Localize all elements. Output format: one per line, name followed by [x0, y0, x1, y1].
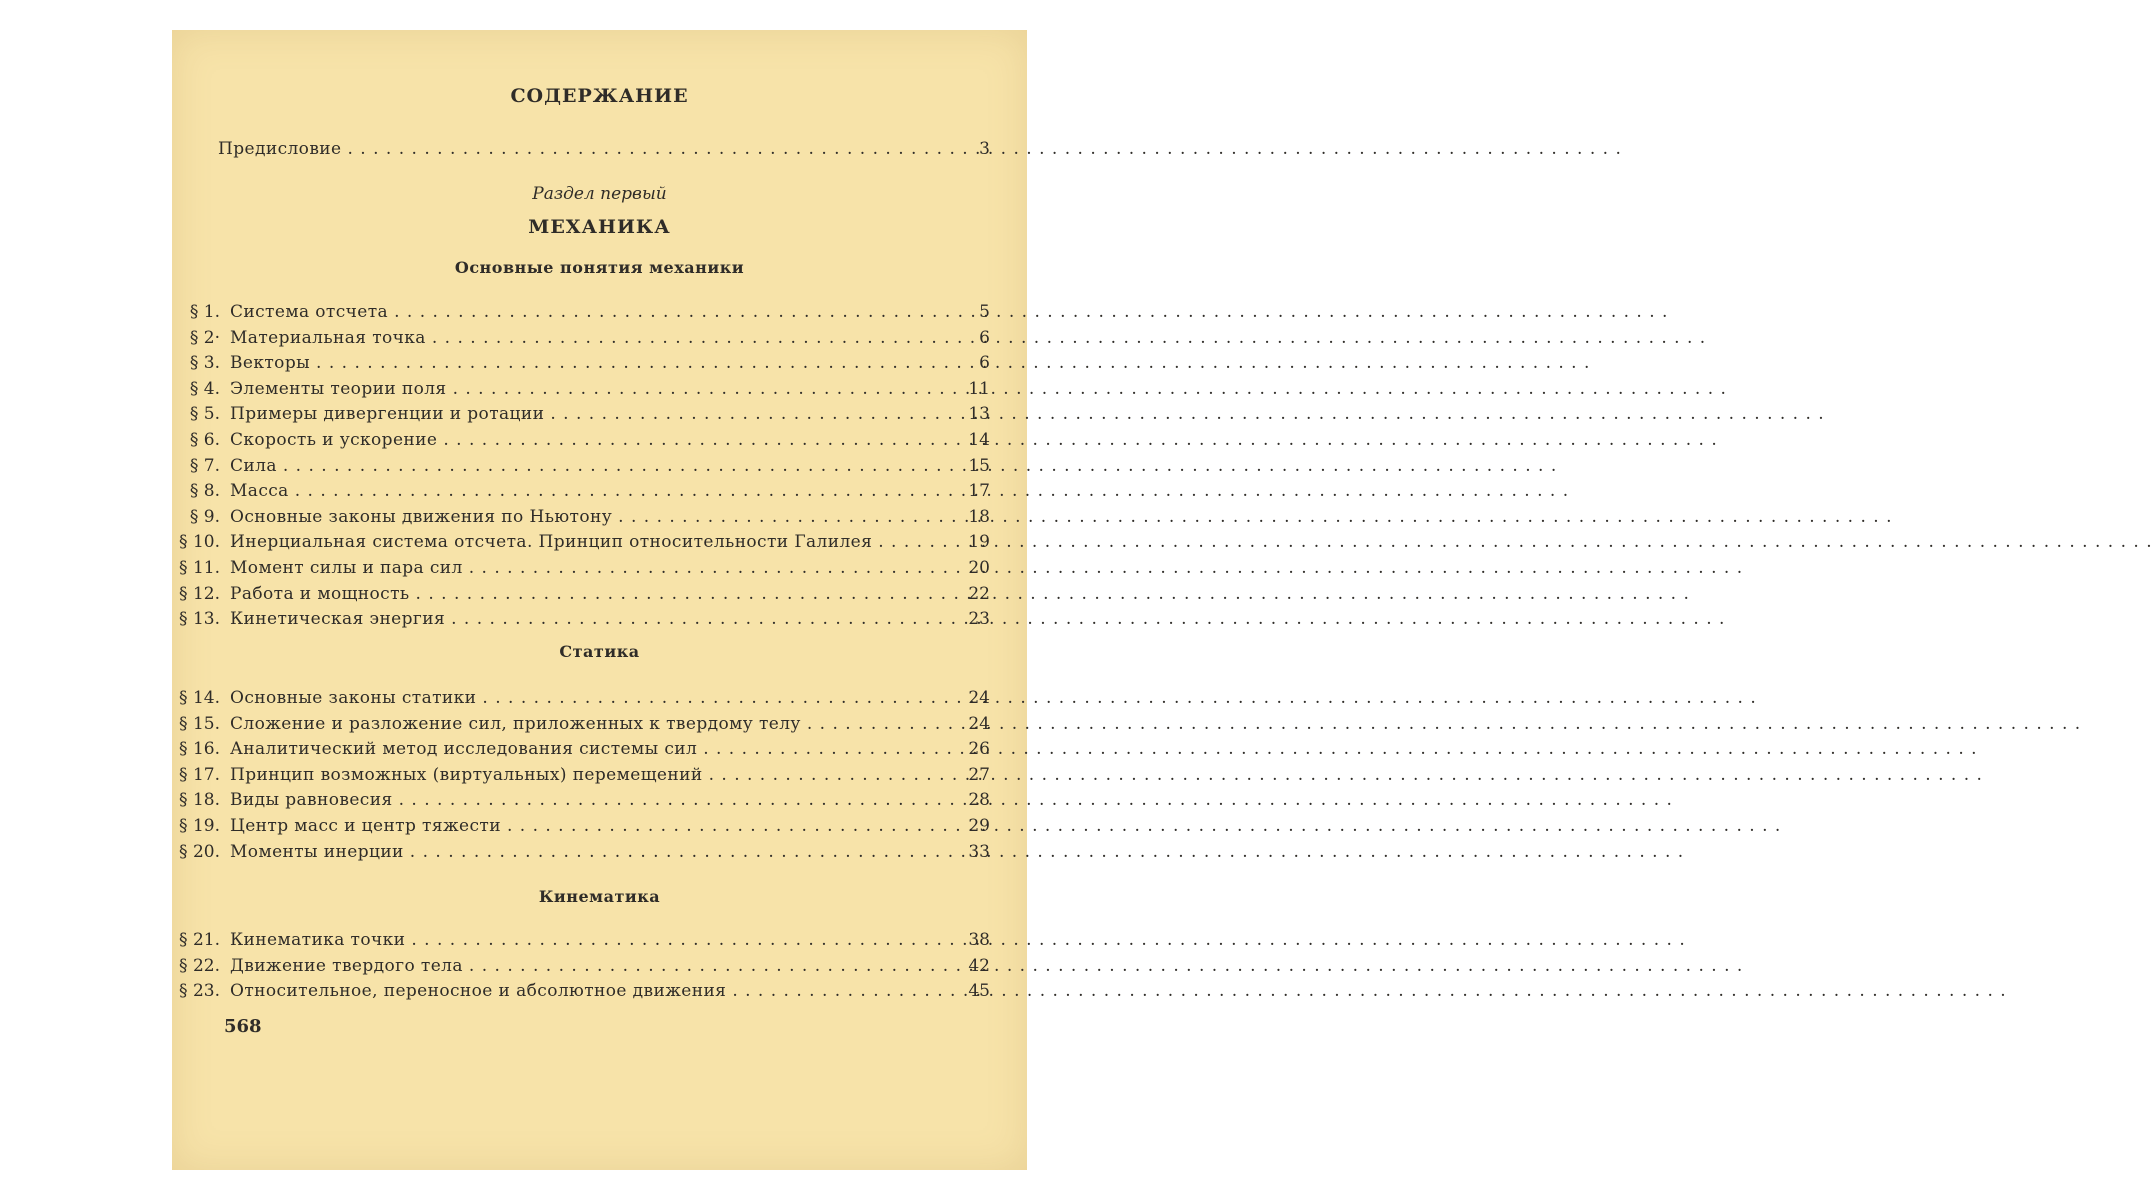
- toc-entry-label: Предисловие: [218, 139, 342, 159]
- toc-entry-page: 33: [968, 841, 990, 862]
- dot-leader: [443, 428, 944, 452]
- toc-entry-number: § 14.: [179, 688, 220, 708]
- toc-entry-number: § 3.: [189, 353, 220, 374]
- part-title: МЕХАНИКА: [528, 216, 671, 238]
- toc-entry-page: 17: [968, 481, 990, 502]
- toc-entry: [172, 428, 990, 452]
- toc-entry-page: 6: [979, 327, 990, 348]
- toc-entry-label: Векторы: [230, 353, 311, 374]
- page-number: 568: [224, 1016, 262, 1037]
- toc-entry-label: Аналитический метод исследования системы сил: [230, 739, 698, 760]
- toc-entry-label: Движение твердого тела: [230, 955, 463, 976]
- toc-entry-label: Момент силы и пара сил: [230, 558, 463, 578]
- part-label: Раздел первый: [532, 184, 667, 204]
- toc-entry: [172, 712, 990, 736]
- book-page: [172, 30, 1027, 1170]
- dot-leader: [709, 763, 944, 787]
- toc-entry-page: 38: [968, 930, 990, 950]
- dot-leader: [807, 712, 944, 736]
- toc-entry-page: 24: [968, 688, 990, 708]
- toc-entry: [172, 454, 990, 478]
- dot-leader: [482, 686, 944, 710]
- toc-entry-label: Примеры дивергенции и ротации: [230, 404, 545, 425]
- toc-entry-page: 29: [968, 816, 990, 836]
- toc-entry-page: 27: [968, 764, 990, 785]
- section-heading: Кинематика: [538, 887, 661, 906]
- toc-entry-page: 45: [968, 981, 990, 1002]
- dot-leader: [469, 954, 944, 978]
- toc-entry-label: Элементы теории поля: [230, 378, 447, 399]
- toc-entry-page: 20: [968, 558, 990, 578]
- toc-entry-number: § 2·: [189, 327, 220, 348]
- toc-entry-page: 42: [968, 955, 990, 976]
- toc-entry-number: § 9.: [189, 506, 220, 527]
- contents-title: СОДЕРЖАНИЕ: [510, 85, 689, 107]
- toc-entry: [172, 763, 990, 787]
- toc-entry-label: Сила: [230, 455, 277, 476]
- toc-entry-number: § 11.: [179, 558, 220, 578]
- dot-leader: [732, 979, 944, 1003]
- toc-entry-label: Скорость и ускорение: [230, 430, 438, 450]
- dot-leader: [347, 137, 944, 161]
- toc-entry-number: § 12.: [179, 583, 220, 604]
- toc-entry-label: Виды равновесия: [230, 790, 393, 811]
- toc-entry-page: 24: [968, 713, 990, 734]
- toc-entry-number: § 5.: [189, 404, 220, 425]
- toc-entry-number: § 23.: [179, 981, 220, 1002]
- toc-entry: [172, 954, 990, 978]
- toc-entry-number: § 4.: [189, 378, 220, 399]
- dot-leader: [878, 530, 944, 554]
- toc-entry-page: 22: [968, 583, 990, 604]
- toc-entry-label: Кинетическая энергия: [230, 609, 446, 630]
- toc-entry-page: 23: [968, 609, 990, 630]
- toc-entry: [172, 556, 990, 580]
- dot-leader: [410, 840, 944, 864]
- toc-entry: [172, 814, 990, 838]
- toc-entry-label: Сложение и разложение сил, приложенных к твердому телу: [230, 713, 801, 734]
- dot-leader: [316, 351, 944, 375]
- toc-entry: [172, 377, 990, 401]
- dot-leader: [550, 402, 944, 426]
- toc-entry-label: Принцип возможных (виртуальных) перемещений: [230, 764, 703, 785]
- toc-entry: [172, 788, 990, 812]
- toc-entry: [172, 479, 990, 503]
- toc-entry-page: 14: [968, 430, 990, 450]
- toc-entry-number: § 10.: [179, 532, 220, 553]
- toc-entry-page: 13: [968, 404, 990, 425]
- toc-entry-preface: [218, 137, 990, 161]
- toc-entry-page: 26: [968, 739, 990, 760]
- toc-entry-number: § 21.: [179, 930, 220, 950]
- toc-entry: [172, 979, 990, 1003]
- toc-entry-number: § 8.: [189, 481, 220, 502]
- toc-entry-page: 11: [968, 378, 990, 399]
- toc-entry-number: § 19.: [179, 816, 220, 836]
- toc-entry-number: § 7.: [189, 455, 220, 476]
- toc-entry-number: § 15.: [179, 713, 220, 734]
- dot-leader: [411, 928, 944, 952]
- toc-entry: [172, 582, 990, 606]
- toc-entry-number: § 22.: [179, 955, 220, 976]
- toc-entry-label: Основные законы движения по Ньютону: [230, 506, 613, 527]
- toc-entry-page: 18: [968, 506, 990, 527]
- dot-leader: [453, 377, 944, 401]
- dot-leader: [469, 556, 944, 580]
- toc-entry-label: Масса: [230, 481, 289, 502]
- toc-entry: [172, 505, 990, 529]
- toc-entry-label: Центр масс и центр тяжести: [230, 816, 501, 836]
- dot-leader: [399, 788, 944, 812]
- toc-entry-number: § 13.: [179, 609, 220, 630]
- toc-entry-page: 3: [979, 139, 990, 159]
- toc-entry-label: Относительное, переносное и абсолютное движения: [230, 981, 727, 1002]
- toc-entry-page: 28: [968, 790, 990, 811]
- toc-entry: [172, 530, 990, 554]
- toc-entry-page: 19: [968, 532, 990, 553]
- toc-entry: [172, 928, 990, 952]
- dot-leader: [394, 300, 944, 324]
- dot-leader: [451, 607, 944, 631]
- toc-entry-label: Работа и мощность: [230, 583, 410, 604]
- toc-entry-label: Материальная точка: [230, 327, 426, 348]
- toc-entry: [172, 686, 990, 710]
- toc-entry-number: § 1.: [189, 302, 220, 322]
- toc-entry: [172, 840, 990, 864]
- dot-leader: [507, 814, 944, 838]
- toc-entry: [172, 607, 990, 631]
- toc-entry-number: § 6.: [189, 430, 220, 450]
- toc-entry: [172, 737, 990, 761]
- toc-entry-page: 15: [968, 455, 990, 476]
- section-heading: Статика: [559, 642, 640, 661]
- dot-leader: [432, 326, 944, 350]
- toc-entry: [172, 402, 990, 426]
- toc-entry-page: 6: [979, 353, 990, 374]
- dot-leader: [703, 737, 944, 761]
- dot-leader: [283, 454, 944, 478]
- dot-leader: [416, 582, 944, 606]
- toc-entry: [172, 351, 990, 375]
- section-heading: Основные понятия механики: [454, 258, 745, 277]
- toc-entry-label: Кинематика точки: [230, 930, 406, 950]
- toc-entry-label: Система отсчета: [230, 302, 389, 322]
- toc-entry-number: § 18.: [179, 790, 220, 811]
- toc-entry-label: Основные законы статики: [230, 688, 477, 708]
- toc-entry-label: Инерциальная система отсчета. Принцип относительности Галилея: [230, 532, 873, 553]
- toc-entry-number: § 20.: [179, 841, 220, 862]
- toc-entry: [172, 326, 990, 350]
- dot-leader: [618, 505, 944, 529]
- toc-entry-page: 5: [979, 302, 990, 322]
- dot-leader: [295, 479, 944, 503]
- toc-entry: [172, 300, 990, 324]
- toc-entry-label: Моменты инерции: [230, 841, 404, 862]
- toc-entry-number: § 17.: [179, 764, 220, 785]
- toc-entry-number: § 16.: [179, 739, 220, 760]
